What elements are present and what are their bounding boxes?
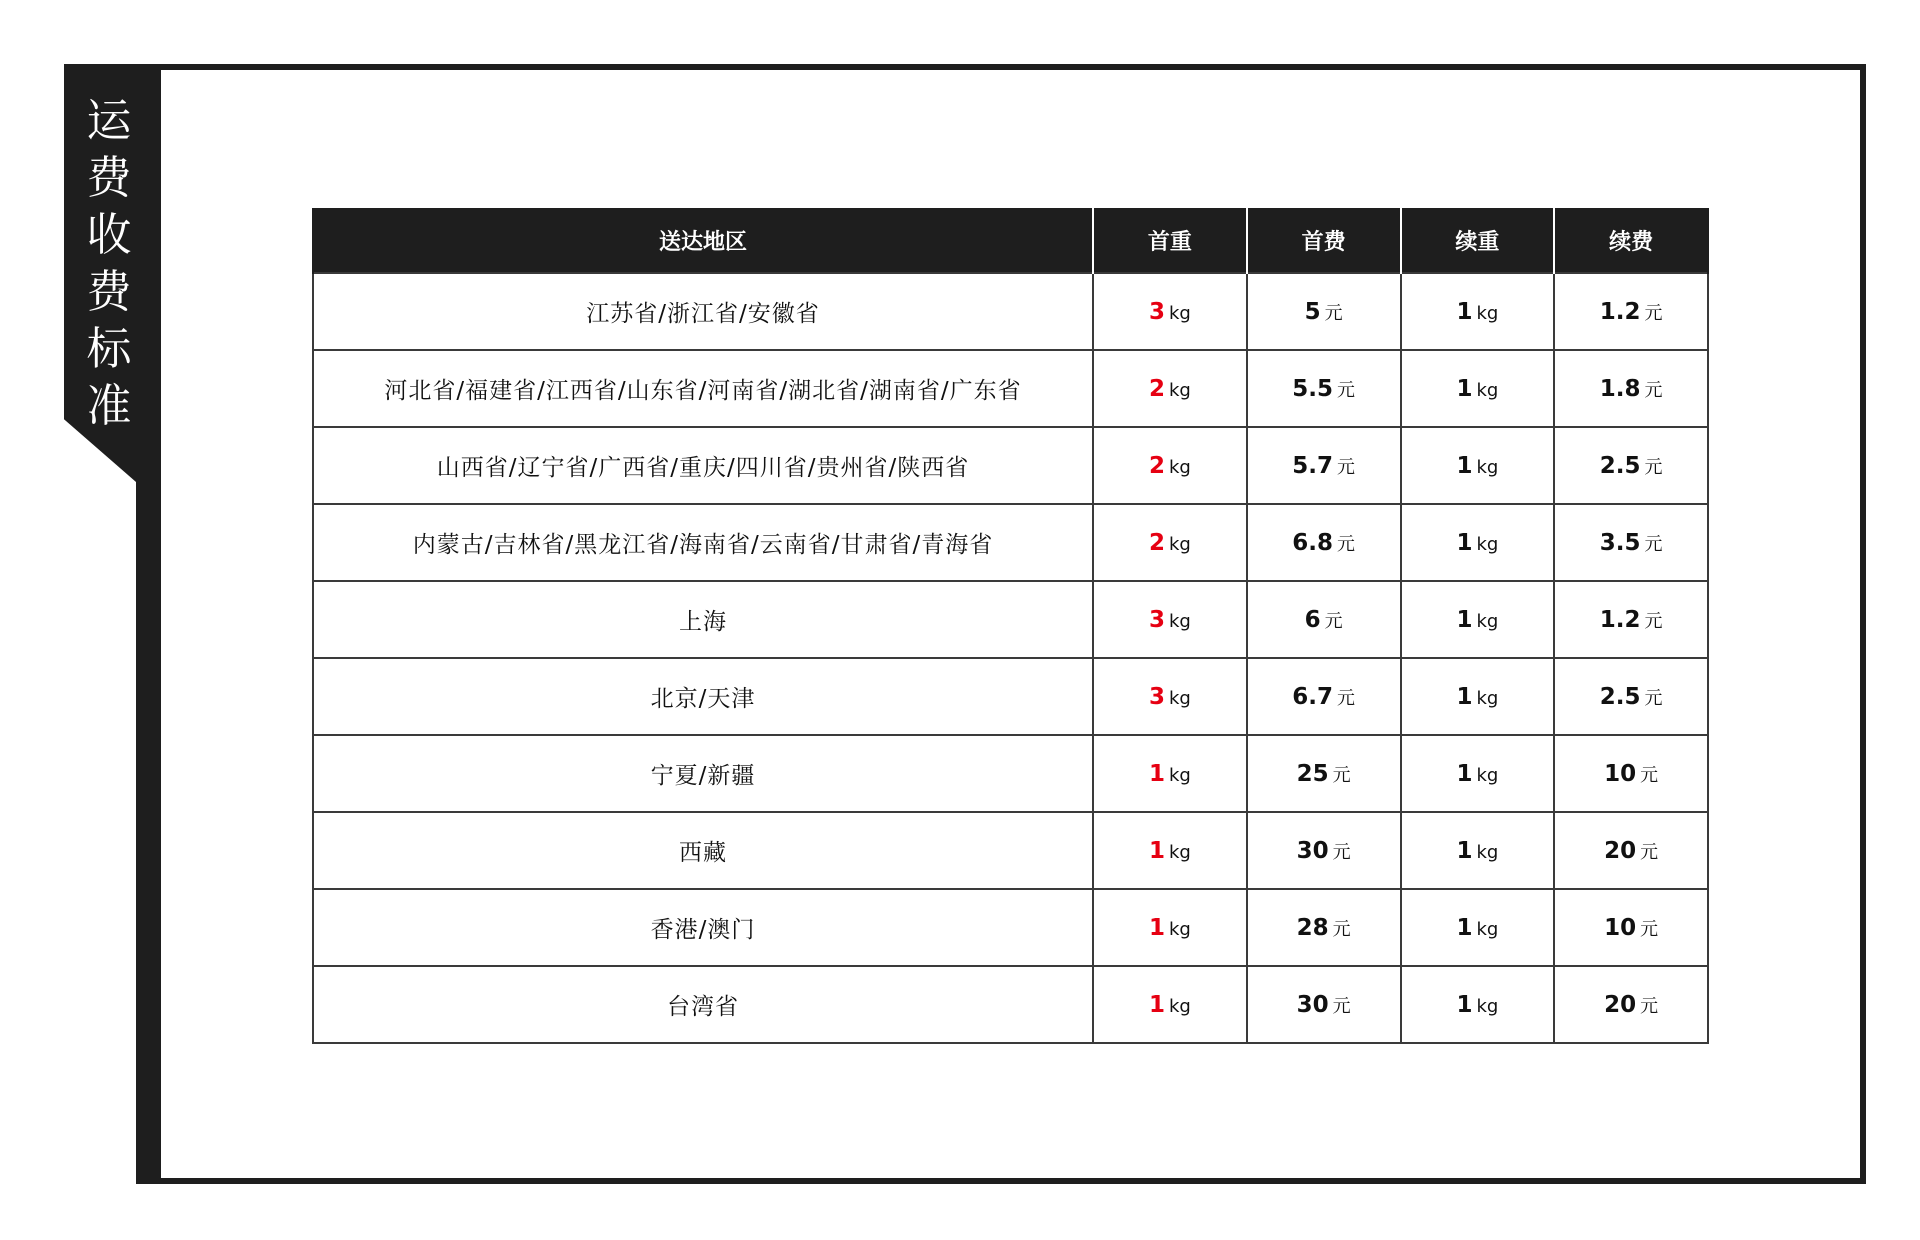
value-unit: 元 (1332, 995, 1351, 1017)
cell-extra-fee (1554, 427, 1708, 504)
cell-extra-weight (1401, 735, 1555, 812)
value-number: 28 (1296, 914, 1329, 941)
value-number: 1 (1456, 914, 1473, 941)
value-number: 6.7 (1292, 683, 1333, 710)
cell-region (313, 966, 1093, 1043)
cell-region (313, 735, 1093, 812)
cell-region (313, 273, 1093, 350)
cell-extra-weight (1401, 350, 1555, 427)
cell-first-weight (1093, 504, 1247, 581)
table-row (313, 273, 1708, 350)
cell-first-fee (1247, 581, 1401, 658)
value-unit: 元 (1640, 918, 1659, 940)
cell-first-fee (1247, 812, 1401, 889)
cell-first-fee (1247, 889, 1401, 966)
side-title (64, 92, 154, 434)
value-number: 30 (1296, 837, 1329, 864)
value-number: 1 (1456, 452, 1473, 479)
side-title-char: 运 (86, 94, 132, 147)
value-number: 1 (1456, 375, 1473, 402)
header-first-fee: 首费 (1247, 208, 1401, 273)
side-title-char: 标 (86, 322, 132, 375)
value-number: 2 (1148, 375, 1165, 402)
value-unit: kg (1476, 610, 1499, 632)
value-unit: 元 (1324, 302, 1343, 324)
value-unit: kg (1476, 995, 1499, 1017)
region-text: 山西省/辽宁省/广西省/重庆/四川省/贵州省/陕西省 (436, 455, 970, 481)
cell-region (313, 504, 1093, 581)
value-number: 25 (1296, 760, 1329, 787)
region-text: 河北省/福建省/江西省/山东省/河南省/湖北省/湖南省/广东省 (384, 378, 1022, 404)
value-unit: kg (1476, 687, 1499, 709)
value-number: 20 (1604, 991, 1637, 1018)
value-unit: kg (1168, 995, 1191, 1017)
value-number: 1 (1148, 837, 1165, 864)
cell-extra-fee (1554, 350, 1708, 427)
cell-extra-fee (1554, 812, 1708, 889)
value-unit: 元 (1337, 687, 1355, 709)
cell-extra-weight (1401, 812, 1555, 889)
value-number: 10 (1604, 914, 1637, 941)
value-unit: 元 (1640, 995, 1659, 1017)
value-unit: kg (1476, 533, 1499, 555)
cell-extra-fee (1554, 658, 1708, 735)
region-text: 台湾省 (667, 994, 739, 1020)
value-number: 20 (1604, 837, 1637, 864)
value-number: 5.5 (1292, 375, 1333, 402)
cell-first-fee (1247, 504, 1401, 581)
value-unit: kg (1168, 841, 1191, 863)
value-unit: kg (1476, 918, 1499, 940)
region-text: 上海 (679, 609, 727, 635)
cell-first-weight (1093, 350, 1247, 427)
value-number: 2.5 (1599, 452, 1641, 479)
header-first-weight: 首重 (1093, 208, 1247, 273)
region-text: 江苏省/浙江省/安徽省 (586, 301, 820, 327)
region-text: 西藏 (679, 840, 727, 866)
value-number: 2 (1148, 529, 1165, 556)
value-unit: kg (1168, 533, 1191, 555)
cell-extra-weight (1401, 658, 1555, 735)
cell-extra-weight (1401, 504, 1555, 581)
value-unit: 元 (1332, 918, 1351, 940)
value-unit: 元 (1332, 764, 1351, 786)
cell-extra-weight (1401, 427, 1555, 504)
cell-extra-weight (1401, 581, 1555, 658)
value-unit: 元 (1332, 841, 1351, 863)
value-unit: kg (1476, 379, 1499, 401)
cell-extra-fee (1554, 273, 1708, 350)
value-unit: 元 (1644, 610, 1663, 632)
side-title-char: 准 (86, 379, 132, 432)
header-extra-fee: 续费 (1554, 208, 1708, 273)
region-text: 香港/澳门 (650, 917, 756, 943)
value-number: 1 (1148, 914, 1165, 941)
cell-first-weight (1093, 735, 1247, 812)
cell-extra-fee (1554, 504, 1708, 581)
value-number: 5.7 (1292, 452, 1333, 479)
cell-extra-weight (1401, 889, 1555, 966)
value-number: 1.2 (1599, 298, 1641, 325)
value-number: 5 (1304, 298, 1321, 325)
cell-region (313, 658, 1093, 735)
shipping-rate-table (312, 208, 1709, 1044)
cell-first-weight (1093, 812, 1247, 889)
cell-first-weight (1093, 427, 1247, 504)
cell-first-fee (1247, 966, 1401, 1043)
cell-extra-fee (1554, 581, 1708, 658)
frame-bottom-border (136, 1178, 1866, 1184)
frame-right-border (1860, 64, 1866, 1184)
cell-region (313, 350, 1093, 427)
table-row (313, 350, 1708, 427)
value-unit: 元 (1644, 302, 1663, 324)
value-unit: kg (1168, 687, 1191, 709)
value-number: 1 (1148, 991, 1165, 1018)
value-number: 1 (1456, 606, 1473, 633)
table-row (313, 427, 1708, 504)
table-row (313, 658, 1708, 735)
value-unit: kg (1476, 302, 1499, 324)
cell-first-weight (1093, 581, 1247, 658)
value-unit: 元 (1644, 456, 1663, 478)
value-unit: kg (1168, 456, 1191, 478)
table-header-row (313, 208, 1708, 273)
cell-extra-weight (1401, 273, 1555, 350)
cell-first-fee (1247, 350, 1401, 427)
value-number: 30 (1296, 991, 1329, 1018)
side-title-char: 收 (86, 208, 132, 261)
cell-first-weight (1093, 966, 1247, 1043)
cell-extra-fee (1554, 889, 1708, 966)
value-number: 10 (1604, 760, 1637, 787)
value-unit: 元 (1337, 379, 1355, 401)
cell-region (313, 427, 1093, 504)
region-text: 内蒙古/吉林省/黑龙江省/海南省/云南省/甘肃省/青海省 (412, 532, 994, 558)
region-text: 北京/天津 (650, 686, 756, 712)
value-number: 3 (1148, 606, 1165, 633)
value-unit: 元 (1337, 533, 1355, 555)
value-unit: 元 (1640, 841, 1659, 863)
value-unit: 元 (1644, 379, 1663, 401)
cell-extra-weight (1401, 966, 1555, 1043)
table-row (313, 966, 1708, 1043)
value-number: 1.8 (1599, 375, 1641, 402)
value-number: 1.2 (1599, 606, 1641, 633)
value-unit: 元 (1640, 764, 1659, 786)
value-number: 3 (1148, 683, 1165, 710)
cell-extra-fee (1554, 735, 1708, 812)
value-unit: kg (1476, 764, 1499, 786)
cell-first-fee (1247, 273, 1401, 350)
value-number: 2 (1148, 452, 1165, 479)
value-unit: 元 (1644, 533, 1663, 555)
cell-first-fee (1247, 427, 1401, 504)
value-unit: kg (1168, 379, 1191, 401)
value-unit: kg (1476, 456, 1499, 478)
table-row (313, 504, 1708, 581)
value-unit: kg (1168, 764, 1191, 786)
frame-top-border (136, 64, 1866, 70)
value-number: 1 (1148, 760, 1165, 787)
table-row (313, 812, 1708, 889)
cell-first-weight (1093, 273, 1247, 350)
side-title-char: 费 (86, 151, 132, 204)
cell-extra-fee (1554, 966, 1708, 1043)
value-number: 1 (1456, 298, 1473, 325)
table-row (313, 889, 1708, 966)
value-number: 3.5 (1599, 529, 1641, 556)
value-number: 1 (1456, 837, 1473, 864)
header-extra-weight: 续重 (1401, 208, 1555, 273)
value-number: 1 (1456, 760, 1473, 787)
cell-region (313, 812, 1093, 889)
cell-region (313, 889, 1093, 966)
table-body (313, 273, 1708, 1043)
value-unit: 元 (1644, 687, 1663, 709)
cell-region (313, 581, 1093, 658)
value-number: 6.8 (1292, 529, 1333, 556)
value-unit: kg (1476, 841, 1499, 863)
value-unit: 元 (1324, 610, 1343, 632)
cell-first-fee (1247, 735, 1401, 812)
table-row (313, 735, 1708, 812)
value-unit: 元 (1337, 456, 1355, 478)
value-unit: kg (1168, 302, 1191, 324)
value-unit: kg (1168, 918, 1191, 940)
value-unit: kg (1168, 610, 1191, 632)
value-number: 2.5 (1599, 683, 1641, 710)
cell-first-weight (1093, 889, 1247, 966)
cell-first-weight (1093, 658, 1247, 735)
header-region: 送达地区 (313, 208, 1093, 273)
region-text: 宁夏/新疆 (650, 763, 756, 789)
value-number: 1 (1456, 991, 1473, 1018)
cell-first-fee (1247, 658, 1401, 735)
value-number: 6 (1304, 606, 1321, 633)
side-title-char: 费 (86, 265, 132, 318)
value-number: 1 (1456, 529, 1473, 556)
value-number: 1 (1456, 683, 1473, 710)
value-number: 3 (1148, 298, 1165, 325)
table-row (313, 581, 1708, 658)
